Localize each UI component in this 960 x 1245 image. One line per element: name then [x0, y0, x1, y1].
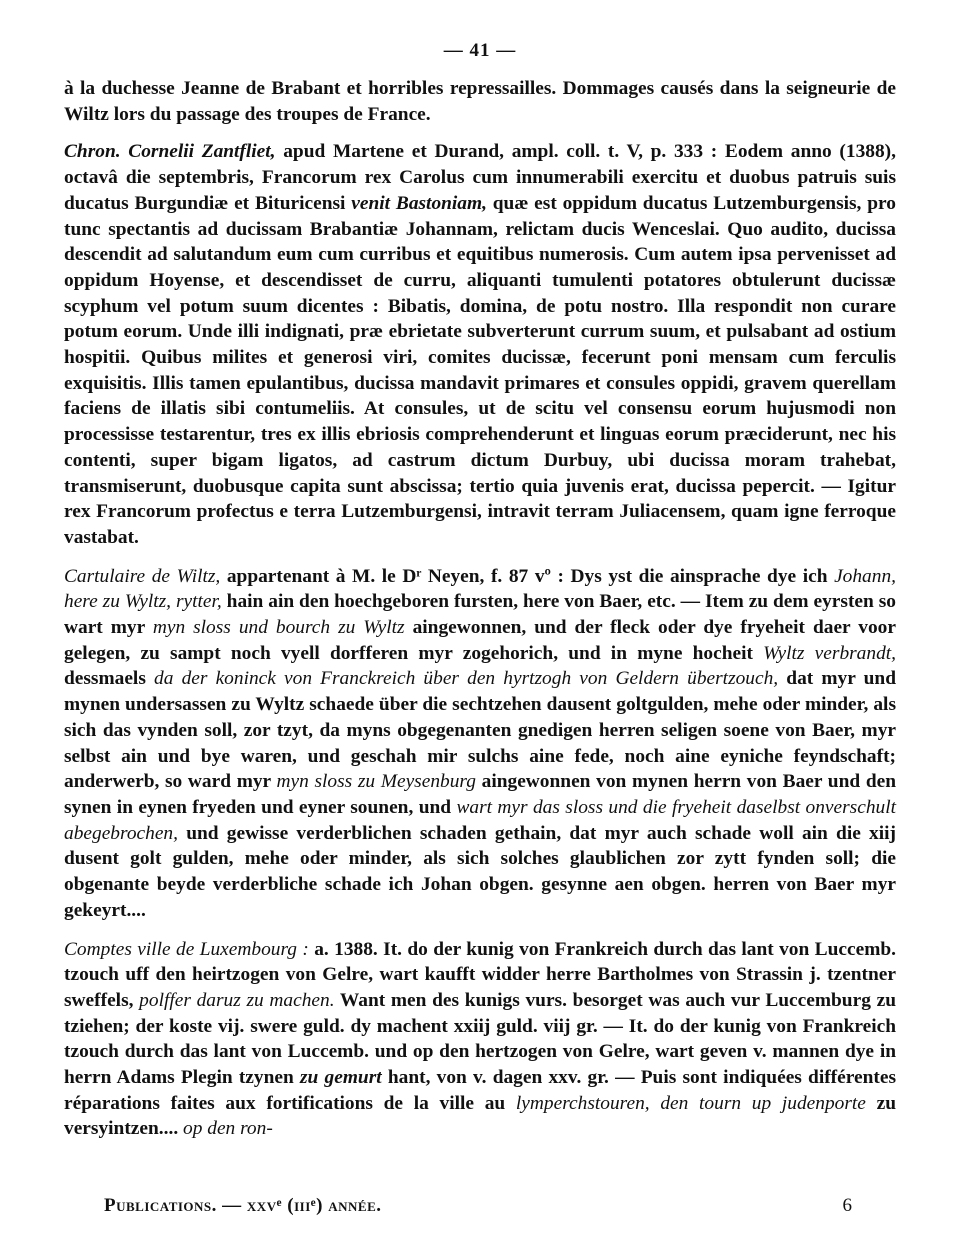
text-run: myn sloss und bourch zu Wyltz [152, 617, 405, 639]
text-run: Want men des kunigs vurs. besorget was auch vur Luccemburg zu tziehen; der koste vij. swere guld. dy machent xxiij guld. viij gr. — It. do der kunig von Frankreich tzouch durch das lant von Luccemb. und op den hertzogen von Gelre, wart geven v. mannen dye in herrn Adams Plegin tzynen [64, 989, 896, 1089]
text-run: wart myr das sloss und die fryeheit daselbst onverschult abegebrochen, [64, 796, 896, 844]
text-run: lymperchstouren, den tourn up judenporte [515, 1092, 866, 1114]
text-run: myn sloss zu Meysenburg [276, 771, 476, 793]
cartulaire-wiltz-paragraph [64, 564, 896, 924]
page-footer [104, 1193, 852, 1219]
text-run: apud Martene et Durand, ampl. coll. t. V, p. 333 : Eodem anno (1388), octavâ die septembris, Francorum rex Carolus cum innumerabili exercitu et duobus patruis suis ducatus Burgundiæ et Bituricensi [64, 141, 896, 214]
summary-paragraph [64, 76, 896, 127]
text-run: und gewisse verderblichen schaden gethain, dat myr auch schade woll ain die xiij dusent golt gulden, mehe oder minder, als sich solches glaublichen zor zytt fynden soll; die obgenante beyde verderbliche schade ich Johan obgen. gesynne aen obgen. herren von Baer myr gekeyrt.... [64, 822, 896, 921]
text-run: aingewonnen von mynen herrn von Baer und den synen in eynen fryeden und eyner sounen, und [64, 771, 897, 818]
text-run: aingewonnen, und der fleck oder dye fryeheit daer voor gelegen, zu sampt noch vyell dorfferen myr zogehorich, und in myne hocheit [64, 617, 896, 664]
text-run: dessmaels [64, 668, 155, 690]
text-run: dat myr und mynen undersassen zu Wyltz schaede über die sechtzehen dausent goltgulden, mehe oder minder, als sich das vynden soll, zor tzyt, da myns obgegenanten gnedigen herren seligen soene von Baer, myr selbst ain und bye waren, und geschah mir sulchs aine fede, noch aine eyniche feyndschaft; anderwerb, so ward myr [64, 668, 897, 793]
text-run: da der koninck von Franckreich über den hyrtzogh von Geldern übertzouch, [154, 668, 779, 690]
text-run: a. 1388. It. do der kunig von Frankreich durch das lant von Luccemb. tzouch uff den heirtzogen von Gelre, wart kaufft widder herre Bartholmes von Strassin j. tzentner sweffels, [64, 938, 896, 1011]
text-run: zu versyintzen.... [64, 1092, 896, 1140]
publication-footer-label: Publications. — xxvᵉ (iiiᵉ) année. [104, 1195, 382, 1216]
page-number: — 41 — [443, 40, 517, 61]
text-run: à la duchesse Jeanne de Brabant et horribles repressailles. Dommages causés dans la seigneurie de Wiltz lors du passage des troupes de France. [64, 78, 896, 125]
body-text [64, 76, 896, 1142]
text-run: hant, von v. dagen xxv. gr. — Puis sont indiquées différentes réparations faites aux fortifications de la ville au [64, 1067, 897, 1114]
text-run: polffer daruz zu machen. [139, 989, 335, 1011]
text-run: quæ est oppidum ducatus Lutzemburgensis, pro tunc spectantis ad ducissam Brabantiæ Johannam, relictam ducis Wenceslai. Quo audito, ducissa descendit ad salutandum eum cum curribus et equitibus numerosis. Cum autem ipsa pervenisset ad oppidum Hoyense, et descendisset de curru, aliquanti tumulenti potatores obtulerunt ducissæ scyphum vel potum suum dicentes : Bibatis, domina, de potu nostro. Illa respondit non curare potum eorum. Unde illi indignati, præ ebrietate subverterunt currum suum, et pulsabant ad ostium hospitii. Quibus milites et generosi viri, comites ducissæ, fecerunt poni mensam cum ferculis exquisitis. Illis tamen epulantibus, ducissa mandavit primares et consules oppidi, gravem querellam faciens de illatis sibi contumeliis. At consules, ut de scitu vel consensu eorum hujusmodi non processisse testarentur, tres ex illis ebriosis comprehenderunt et linguas eorum præciderunt, nec his contenti, super bigam ligatos, ad castrum dictum Durbuy, ubi ducissa moram trahebat, transmiserunt, duobusque capita sunt abscissa; tertio quia juvenis erat, ducissa pepercit. — Igitur rex Francorum profectus e terra Lutzemburgensi, intravit terram Juliacensem, quam igne ferroque vastabat. [64, 192, 896, 548]
text-run: Cartulaire de Wiltz, [64, 565, 221, 587]
text-run: Johann, here zu Wyltz, rytter, [64, 565, 896, 613]
comptes-luxembourg-paragraph [64, 937, 896, 1143]
text-run: Chron. Cornelii Zantfliet, [64, 141, 276, 163]
text-run: venit Bastoniam, [351, 192, 487, 214]
text-run: Comptes ville de Luxembourg : [64, 938, 309, 960]
text-run: Wyltz verbrandt, [763, 642, 897, 664]
text-run: zu gemurt [299, 1067, 382, 1089]
text-run: hain ain den hoechgeboren fursten, here von Baer, etc. — Item zu dem eyrsten so wart myr [64, 591, 896, 639]
text-run: op den ron- [183, 1118, 273, 1140]
text-run: appartenant à M. le Dʳ Neyen, f. 87 vº : Dys yst die ainsprache dye ich [220, 565, 835, 587]
document-page [64, 36, 896, 1226]
signature-mark: 6 [842, 1195, 852, 1216]
chron-cornelii-paragraph [64, 139, 896, 550]
